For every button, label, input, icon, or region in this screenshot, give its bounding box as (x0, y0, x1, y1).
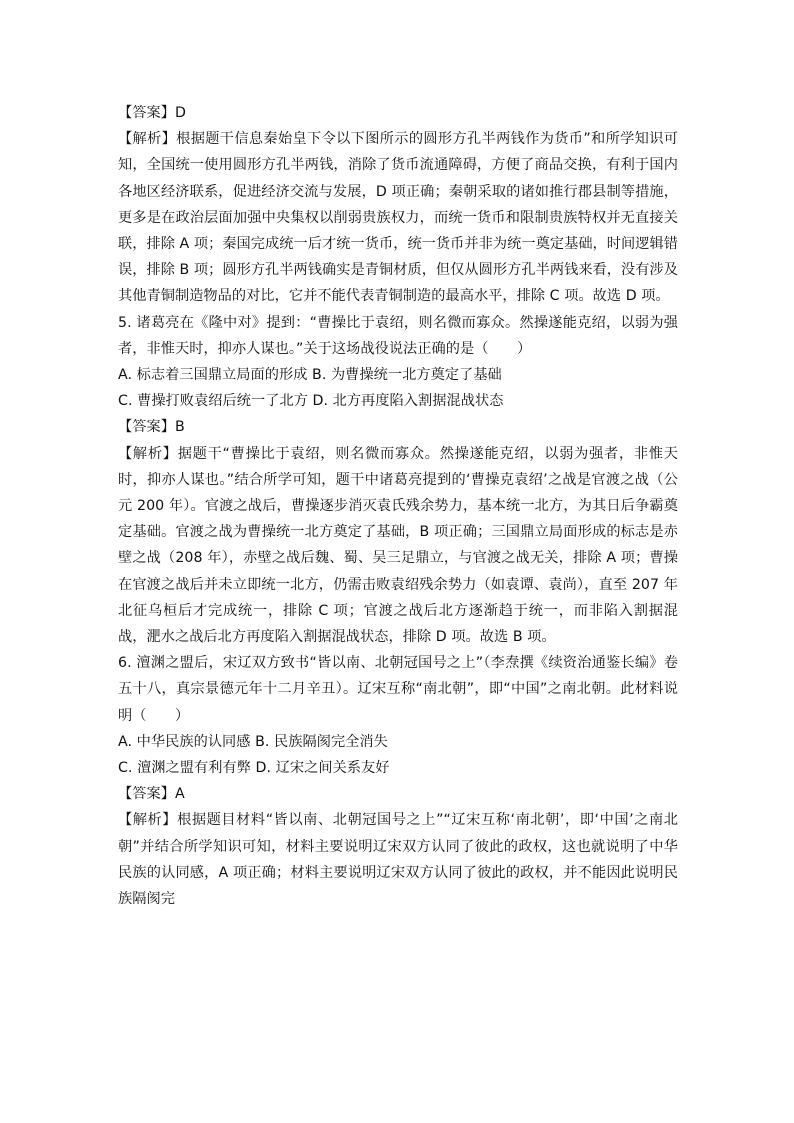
answer-label: 【答案】 (118, 105, 175, 121)
analysis-text: 据题干“曹操比于袁绍，则名微而寡众。然操遂能克绍，以弱为强者，非惟天时，抑亦人谋也。”结合所学可知，题干中诸葛亮提到的‘曹操克袁绍’之战是官渡之战（公元 200 年）。官渡之战后，曹操逐步消灭袁氏残余势力，基本统一北方，为其日后争霸奠定基础。官渡之战为曹操统一北方奠定了基础，B 项正确；三国鼎立局面形成的标志是赤壁之战（208 年），赤壁之战后魏、蜀、吴三足鼎立，与官渡之战无关，排除 A 项；曹操在官渡之战后并未立即统一北方，仍需击败袁绍残余势力（如袁谭、袁尚），直至 207 年北征乌桓后才完成统一，排除 C 项；官渡之战后北方逐渐趋于统一，而非陷入割据混战，淝水之战后北方再度陷入割据混战状态，排除 D 项。故选 B 项。 (118, 445, 678, 646)
option-text: A. 中华民族的认同感 B. 民族隔阂完全消失 (118, 733, 388, 750)
answer-line (118, 781, 678, 807)
option-text: C. 曹操打败袁绍后统一了北方 D. 北方再度陷入割据混战状态 (118, 393, 504, 410)
question-stem (118, 310, 678, 362)
document-body (118, 100, 678, 912)
analysis-text: 根据题干信息秦始皇下令以下图所示的圆形方孔半两钱作为货币”和所学知识可知，全国统一使用圆形方孔半两钱，消除了货币流通障碍，方便了商品交换，有利于国内各地区经济联系，促进经济交流与发展，D 项正确；秦朝采取的诸如推行郡县制等措施，更多是在政治层面加强中央集权以削弱贵族权力，而统一货币和限制贵族特权并无直接关联，排除 A 项；秦国完成统一后才统一货币，统一货币并非为统一奠定基础，时间逻辑错误，排除 B 项；圆形方孔半两钱确实是青铜材质，但仅从圆形方孔半两钱来看，没有涉及其他青铜制造物品的对比，它并不能代表青铜制造的最高水平，排除 C 项。故选 D 项。 (118, 131, 678, 305)
answer-text: B (174, 419, 185, 436)
question-text: 5. 诸葛亮在《隆中对》提到：“曹操比于袁绍，则名微而寡众。然操遂能克绍，以弱为强者，非惟天时，抑亦人谋也。”关于这场战役说法正确的是（ ） (118, 314, 678, 357)
analysis-label: 【解析】 (118, 131, 177, 148)
option-text: C. 澶渊之盟有利有弊 D. 辽宋之间关系友好 (118, 760, 390, 777)
answer-text: A (174, 786, 185, 803)
analysis-paragraph (118, 126, 678, 309)
answer-label: 【答案】 (118, 419, 175, 436)
option-line (118, 388, 678, 414)
option-line (118, 729, 678, 755)
option-line (118, 362, 678, 388)
option-text: A. 标志着三国鼎立局面的形成 B. 为曹操统一北方奠定了基础 (118, 367, 502, 384)
question-stem (118, 650, 678, 729)
option-line (118, 755, 678, 781)
answer-text: D (174, 105, 186, 121)
analysis-label: 【解析】 (118, 445, 178, 462)
analysis-label: 【解析】 (118, 812, 178, 829)
answer-line (118, 414, 678, 440)
answer-line (118, 100, 678, 126)
question-text: 6. 澶渊之盟后，宋辽双方致书“皆以南、北朝冠国号之上”（李焘撰《续资治通鉴长编》卷五十八，真宗景德元年十二月辛丑）。辽宋互称“南北朝”，即“中国”之南北朝。此材料说明（ ） (118, 655, 678, 724)
analysis-text: 根据题目材料“皆以南、北朝冠国号之上”“辽宋互称‘南北朝’，即‘中国’之南北朝”并结合所学知识可知，材料主要说明辽宋双方认同了彼此的政权，这也就说明了中华民族的认同感，A 项正确；材料主要说明辽宋双方认同了彼此的政权，并不能因此说明民族隔阂完 (118, 812, 678, 908)
analysis-paragraph (118, 807, 678, 912)
analysis-paragraph (118, 441, 678, 651)
answer-label: 【答案】 (118, 786, 175, 803)
